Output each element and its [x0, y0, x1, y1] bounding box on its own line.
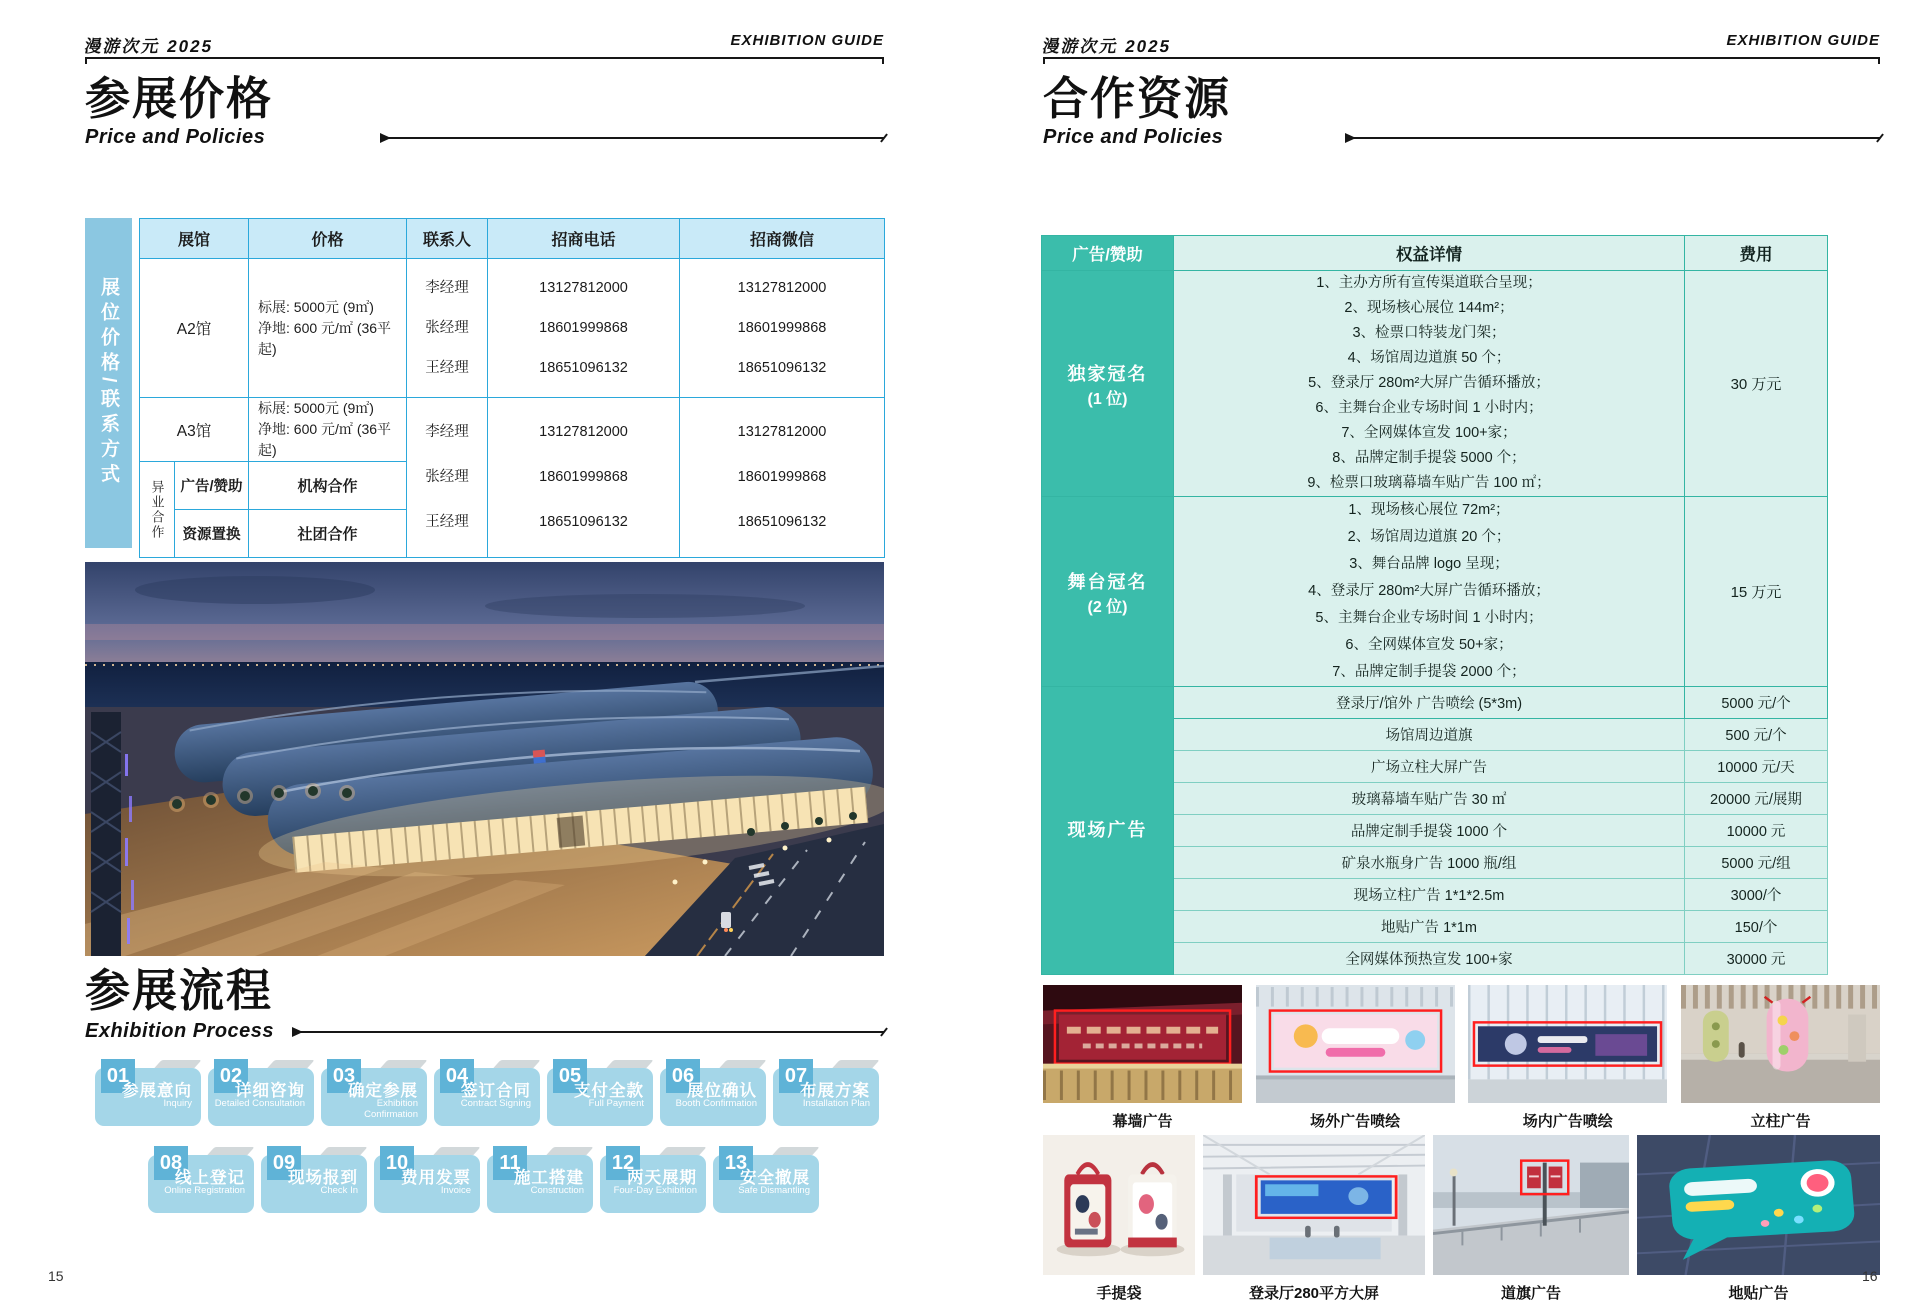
- left-page-header: [82, 32, 884, 57]
- table-row-a2: [140, 259, 885, 398]
- cross-val-1: 机构合作: [249, 462, 407, 510]
- table-header-row: [140, 219, 885, 259]
- wechats-a2: 13127812000 18601999868 18651096132: [680, 259, 885, 398]
- col-contact: 联系人: [407, 219, 488, 259]
- header-rule: [1043, 57, 1880, 59]
- venue-photo-illustration: [85, 562, 884, 956]
- phones-a2: 13127812000 18601999868 18651096132: [488, 259, 680, 398]
- booth-price-table: [139, 218, 885, 558]
- col-ad-sponsor: 广告/赞助: [1042, 236, 1174, 271]
- block-stage-naming: [1042, 497, 1828, 687]
- col-fee: 费用: [1685, 236, 1828, 271]
- fold-corner-icon: [433, 1147, 480, 1155]
- brand-text: 漫游次元 2025: [1040, 37, 1173, 56]
- step-03-confirmation: 03 确定参展 Exhibition Confirmation: [321, 1068, 427, 1126]
- onsite-ad-row: 玻璃幕墙车贴广告 30 ㎡ 20000 元/展期: [1042, 783, 1828, 815]
- category-stage: 舞台冠名 (2 位): [1042, 497, 1174, 687]
- col-wechat: 招商微信: [680, 219, 885, 259]
- step-04-contract: 04 签订合同 Contract Signing: [434, 1068, 540, 1126]
- photo-indoor-spray-ad: 场内广告喷绘: [1468, 985, 1667, 1131]
- hall-a2: A2馆: [140, 259, 249, 398]
- photo-outdoor-spray-ad: 场外广告喷绘: [1256, 985, 1455, 1131]
- col-hall: 展馆: [140, 219, 249, 259]
- step-08-registration: 08 线上登记 Online Registration: [148, 1155, 254, 1213]
- header-rule: [85, 57, 884, 59]
- process-arrow-line: [292, 1031, 884, 1033]
- photo-floor-sticker-ad: 地贴广告: [1637, 1135, 1880, 1302]
- table-row-a3: [140, 398, 885, 462]
- step-12-exhibition: 12 两天展期 Four-Day Exhibition: [600, 1155, 706, 1213]
- brand-text: 漫游次元 2025: [82, 37, 215, 56]
- onsite-ad-row: 场馆周边道旗 500 元/个: [1042, 719, 1828, 751]
- fold-corner-icon: [659, 1147, 706, 1155]
- page-title: 参展价格: [85, 73, 274, 124]
- fold-corner-icon: [320, 1147, 367, 1155]
- fold-corner-icon: [832, 1060, 879, 1068]
- fold-corner-icon: [546, 1147, 593, 1155]
- onsite-ad-row: 矿泉水瓶身广告 1000 瓶/组 5000 元/组: [1042, 847, 1828, 879]
- cross-key-2: 资源置换: [175, 510, 249, 558]
- onsite-ad-row: 现场广告 登录厅/馆外 广告喷绘 (5*3m) 5000 元/个: [1042, 687, 1828, 719]
- photo-lobby-big-screen: 登录厅280平方大屏: [1203, 1135, 1425, 1302]
- venue-aerial-photo: [85, 562, 884, 956]
- price-a2: 标展: 5000元 (9㎡) 净地: 600 元/㎡ (36平起): [249, 259, 407, 398]
- page-subtitle: Price and Policies: [85, 126, 266, 148]
- process-steps-row1: [95, 1064, 879, 1126]
- price-a3: 标展: 5000元 (9㎡) 净地: 600 元/㎡ (36平起): [249, 398, 407, 462]
- col-benefits: 权益详情: [1174, 236, 1685, 271]
- page-subtitle: Price and Policies: [1043, 126, 1224, 148]
- fold-corner-icon: [154, 1060, 201, 1068]
- category-exclusive: 独家冠名 (1 位): [1042, 271, 1174, 497]
- sponsor-header-row: [1042, 236, 1828, 271]
- fold-corner-icon: [380, 1060, 427, 1068]
- page-number-left: 15: [48, 1268, 64, 1284]
- process-steps-row2: [148, 1151, 819, 1213]
- guide-text: EXHIBITION GUIDE: [1726, 32, 1880, 49]
- photo-tote-bags: 手提袋: [1043, 1135, 1195, 1302]
- fold-corner-icon: [493, 1060, 540, 1068]
- process-subtitle: Exhibition Process: [85, 1020, 275, 1042]
- sponsor-table: [1041, 235, 1828, 975]
- step-06-booth: 06 展位确认 Booth Confirmation: [660, 1068, 766, 1126]
- contacts-a3: 李经理 张经理 王经理: [407, 398, 488, 558]
- block-exclusive-naming: [1042, 271, 1828, 497]
- cross-label: 异业合作: [140, 462, 175, 558]
- step-10-invoice: 10 费用发票 Invoice: [374, 1155, 480, 1213]
- cross-key-1: 广告/赞助: [175, 462, 249, 510]
- fold-corner-icon: [772, 1147, 819, 1155]
- photo-road-flag-ad: 道旗广告: [1433, 1135, 1629, 1302]
- process-title: 参展流程: [85, 965, 274, 1016]
- step-01-inquiry: 01 参展意向 Inquiry: [95, 1068, 201, 1126]
- onsite-ad-row: 品牌定制手提袋 1000 个 10000 元: [1042, 815, 1828, 847]
- title-arrow-line: [380, 137, 884, 139]
- step-09-checkin: 09 现场报到 Check In: [261, 1155, 367, 1213]
- onsite-ad-row: 全网媒体预热宣发 100+家 30000 元: [1042, 943, 1828, 975]
- step-13-dismantle: 13 安全撤展 Safe Dismantling: [713, 1155, 819, 1213]
- fold-corner-icon: [207, 1147, 254, 1155]
- table-side-label: 展位价格/联系方式: [85, 218, 132, 548]
- benefits-exclusive: 1、主办方所有宣传渠道联合呈现； 2、现场核心展位 144m²； 3、检票口特装龙门架； 4、场馆周边道旗 50 个； 5、登录厅 280m²大屏广告循环播放； 6、主舞台企业专场时间 1 小时内； 7、全网媒体宣发 100+家； 8、品牌定制手提袋 5000 个； 9、检票口玻璃幕墙车贴广告 100 ㎡；: [1174, 271, 1685, 497]
- fold-corner-icon: [719, 1060, 766, 1068]
- page-number-right: 16: [1862, 1268, 1878, 1284]
- onsite-ad-row: 地贴广告 1*1m 150/个: [1042, 911, 1828, 943]
- step-07-installation: 07 布展方案 Installation Plan: [773, 1068, 879, 1126]
- contacts-a2: 李经理 张经理 王经理: [407, 259, 488, 398]
- col-phone: 招商电话: [488, 219, 680, 259]
- guide-text: EXHIBITION GUIDE: [730, 32, 884, 49]
- cross-val-2: 社团合作: [249, 510, 407, 558]
- right-page-header: [1040, 32, 1880, 57]
- phones-a3: 13127812000 18601999868 18651096132: [488, 398, 680, 558]
- onsite-ad-row: 广场立柱大屏广告 10000 元/天: [1042, 751, 1828, 783]
- fold-corner-icon: [606, 1060, 653, 1068]
- wechats-a3: 13127812000 18601999868 18651096132: [680, 398, 885, 558]
- fee-exclusive: 30 万元: [1685, 271, 1828, 497]
- ad-gallery-row2: [1043, 1135, 1880, 1302]
- step-05-payment: 05 支付全款 Full Payment: [547, 1068, 653, 1126]
- title-arrow-line: [1345, 137, 1880, 139]
- page-title: 合作资源: [1043, 73, 1232, 124]
- fold-corner-icon: [267, 1060, 314, 1068]
- category-onsite: 现场广告: [1042, 687, 1174, 975]
- ad-gallery-row1: [1043, 985, 1880, 1131]
- hall-a3: A3馆: [140, 398, 249, 462]
- step-02-consultation: 02 详细咨询 Detailed Consultation: [208, 1068, 314, 1126]
- step-11-construction: 11 施工搭建 Construction: [487, 1155, 593, 1213]
- photo-pillar-ad: 立柱广告: [1681, 985, 1880, 1131]
- onsite-ad-row: 现场立柱广告 1*1*2.5m 3000/个: [1042, 879, 1828, 911]
- fee-stage: 15 万元: [1685, 497, 1828, 687]
- photo-curtain-wall-ad: 幕墙广告: [1043, 985, 1242, 1131]
- benefits-stage: 1、现场核心展位 72m²； 2、场馆周边道旗 20 个； 3、舞台品牌 logo 呈现； 4、登录厅 280m²大屏广告循环播放； 5、主舞台企业专场时间 1 小时内； 6、全网媒体宣发 50+家； 7、品牌定制手提袋 2000 个；: [1174, 497, 1685, 687]
- col-price: 价格: [249, 219, 407, 259]
